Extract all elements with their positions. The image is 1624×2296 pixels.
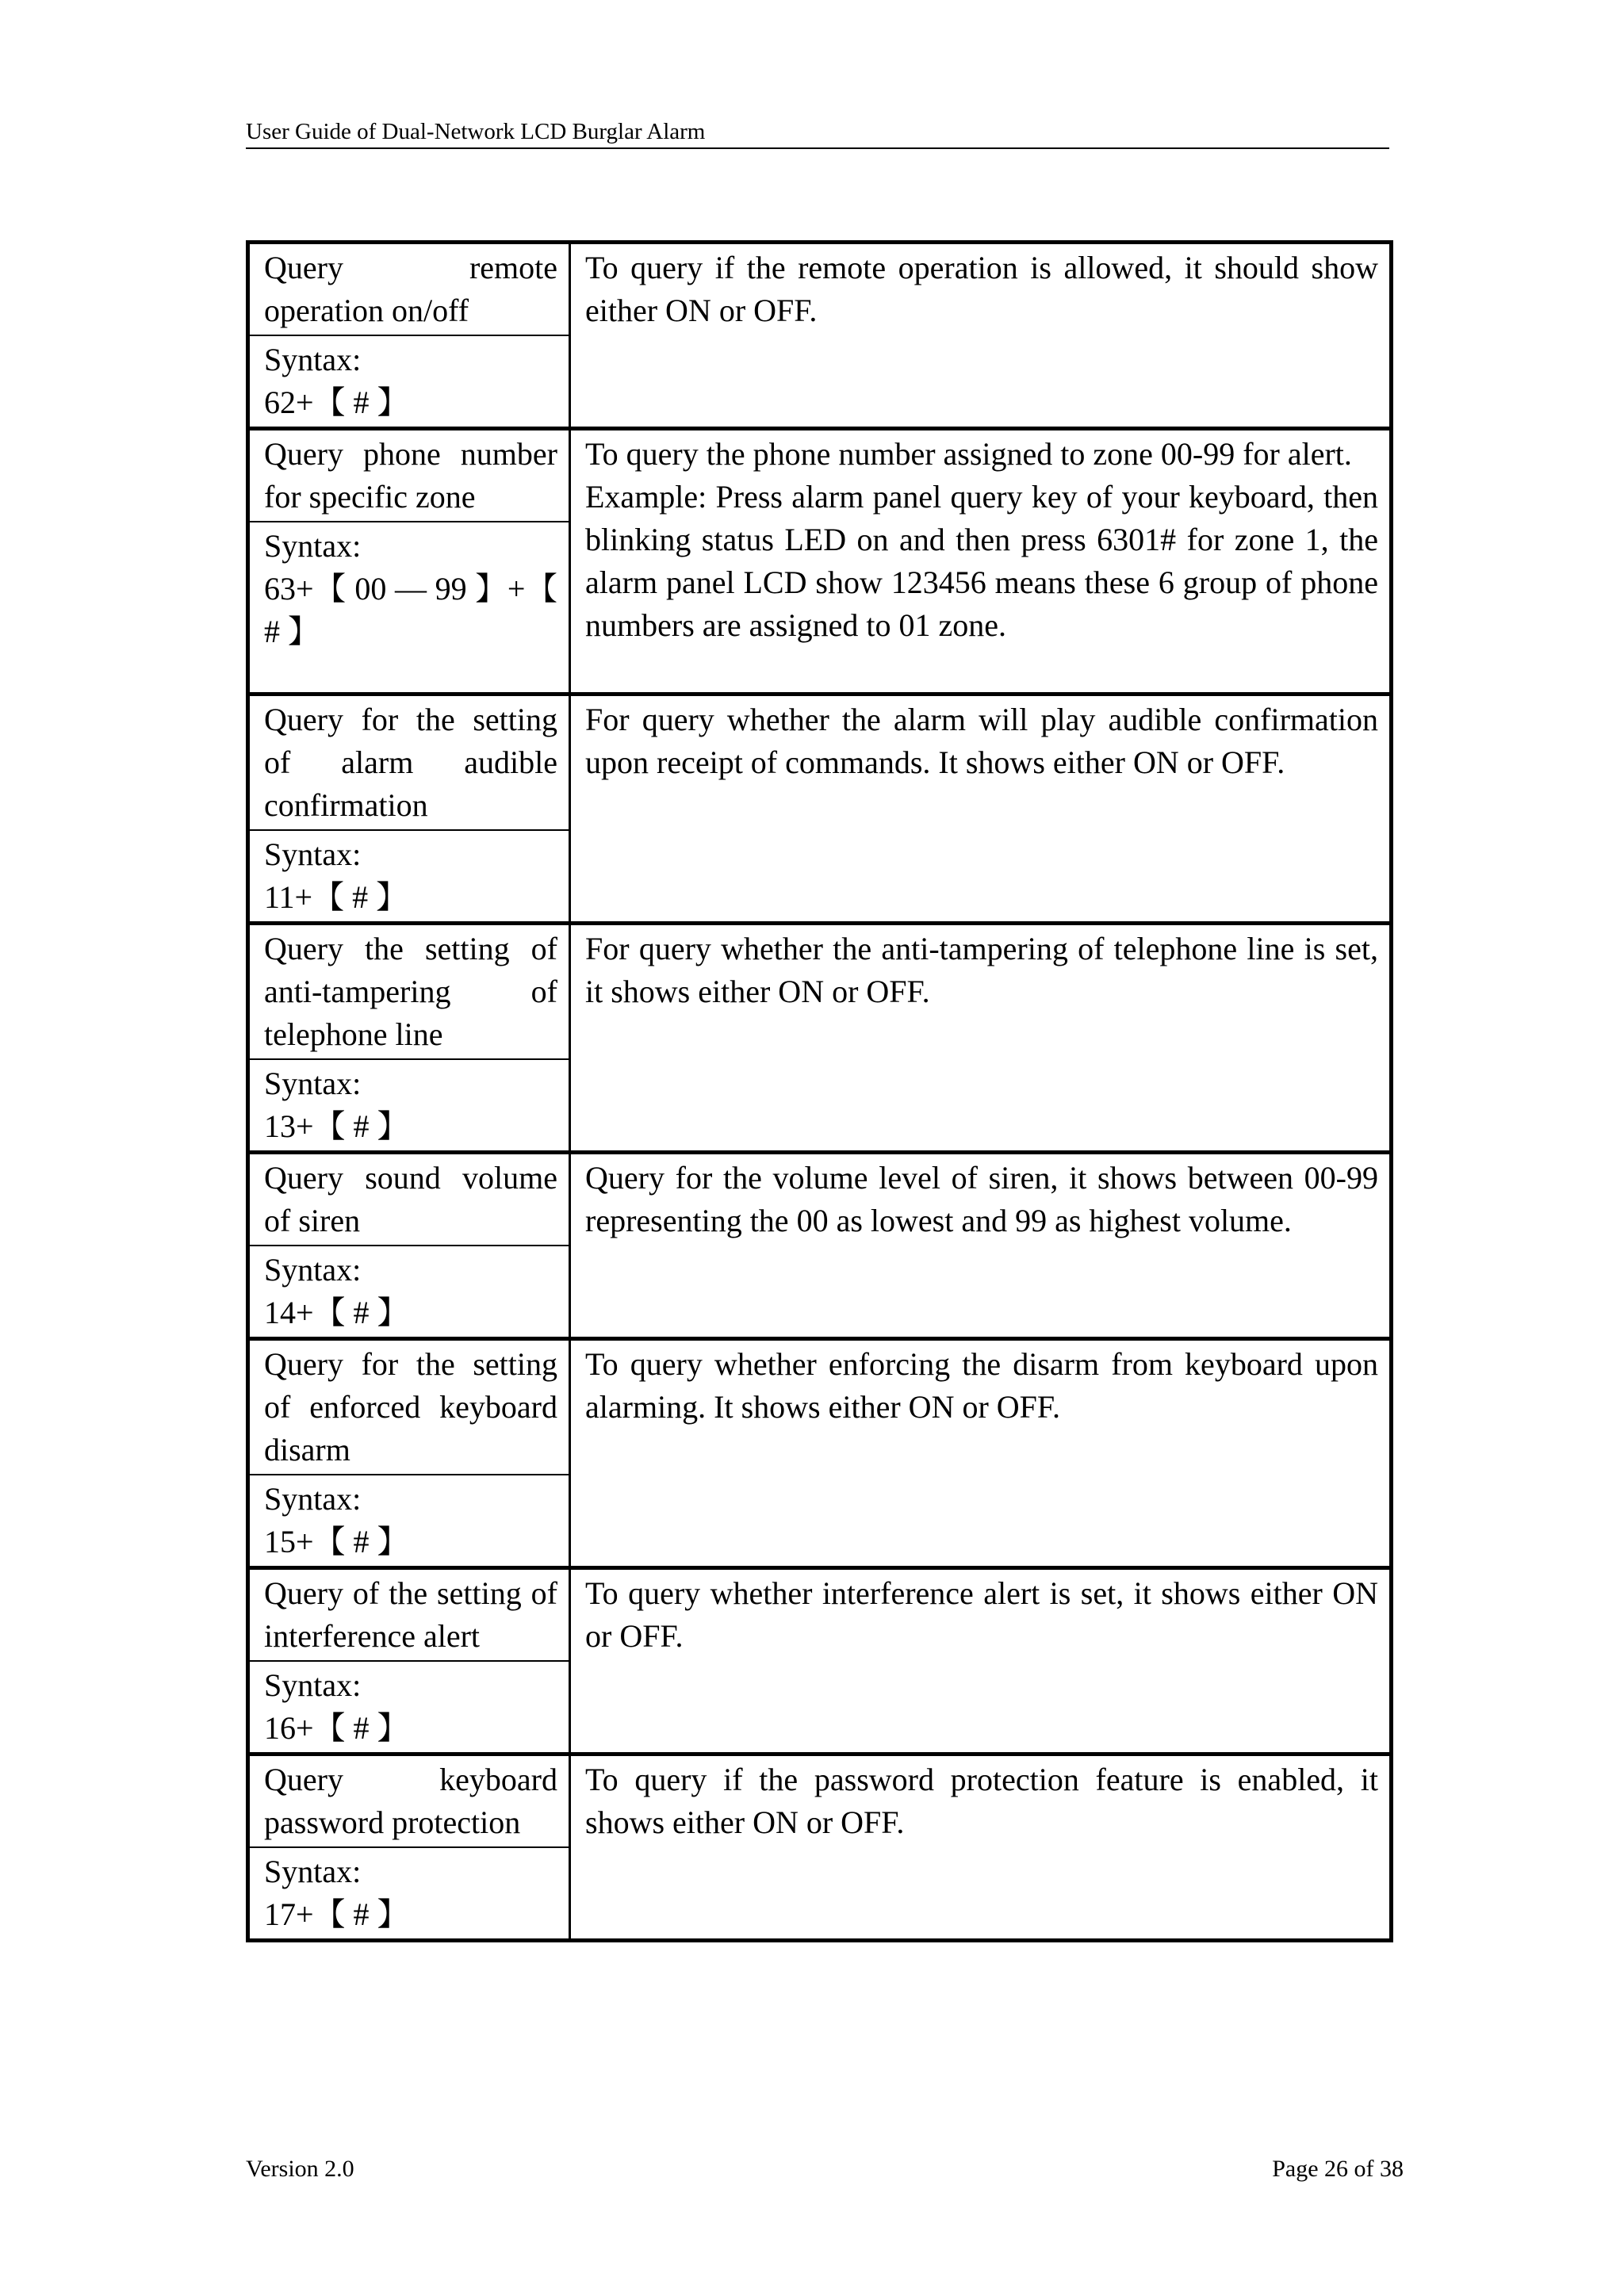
page-footer	[246, 2153, 1404, 2185]
syntax-code: 63+【 00 — 99 】+【 # 】	[264, 571, 557, 649]
command-name-cell	[248, 1567, 570, 1661]
command-description: For query whether the anti-tampering of telephone line is set, it shows either ON or OFF.	[585, 930, 1378, 1009]
table-row	[248, 1152, 1392, 1246]
command-name: Query the setting of anti-tampering of telephone line	[264, 930, 557, 1052]
command-syntax-cell	[248, 1847, 570, 1941]
syntax-code: 14+【 # 】	[264, 1294, 409, 1330]
table-row	[248, 243, 1392, 336]
command-name-cell	[248, 1152, 570, 1246]
command-name: Query sound volume of siren	[264, 1159, 557, 1238]
command-name-cell	[248, 429, 570, 522]
version-label: Version 2.0	[246, 2156, 354, 2182]
syntax-code: 13+【 # 】	[264, 1108, 409, 1144]
command-description-cell	[570, 923, 1392, 1152]
command-syntax-cell	[248, 1475, 570, 1568]
syntax-label: Syntax:	[264, 836, 362, 872]
command-description: For query whether the alarm will play audible confirmation upon receipt of commands. It shows either ON or OFF.	[585, 701, 1378, 780]
command-description-cell	[570, 1754, 1392, 1940]
page-number: Page 26 of 38	[1272, 2156, 1404, 2182]
command-syntax-cell	[248, 522, 570, 694]
command-description: To query whether interference alert is set, it shows either ON or OFF.	[585, 1575, 1378, 1654]
syntax-label: Syntax:	[264, 1480, 362, 1517]
table-row	[248, 1754, 1392, 1847]
command-description: To query whether enforcing the disarm from keyboard upon alarming. It shows either ON or OFF.	[585, 1345, 1378, 1425]
command-table	[246, 240, 1393, 1942]
page-header	[246, 116, 1389, 149]
command-name: Query for the setting of alarm audible confirmation	[264, 701, 557, 823]
command-name: Query for the setting of enforced keyboard disarm	[264, 1345, 557, 1468]
syntax-label: Syntax:	[264, 342, 362, 377]
command-name-cell	[248, 694, 570, 830]
syntax-code: 15+【 # 】	[264, 1523, 409, 1559]
command-name: Query phone number for specific zone	[264, 436, 557, 515]
syntax-label: Syntax:	[264, 1853, 362, 1889]
command-name: Query remote operation on/off	[264, 250, 557, 328]
syntax-code: 11+【 # 】	[264, 878, 408, 915]
command-name-cell	[248, 923, 570, 1059]
syntax-code: 62+【 # 】	[264, 385, 409, 420]
command-description: Query for the volume level of siren, it shows between 00-99 representing the 00 as lowest and 99 as highest volume.	[585, 1159, 1378, 1238]
document-title: User Guide of Dual-Network LCD Burglar Alarm	[246, 119, 706, 144]
command-description-cell	[570, 429, 1392, 695]
syntax-label: Syntax:	[264, 1251, 362, 1288]
command-syntax-cell	[248, 1661, 570, 1755]
command-description: To query the phone number assigned to zone 00-99 for alert.	[585, 436, 1352, 472]
table-row	[248, 923, 1392, 1059]
command-description-cell	[570, 1567, 1392, 1754]
command-name-cell	[248, 1754, 570, 1847]
table-row	[248, 1338, 1392, 1475]
command-description: To query if the password protection feature is enabled, it shows either ON or OFF.	[585, 1761, 1378, 1840]
command-description-cell	[570, 243, 1392, 429]
command-name: Query keyboard password protection	[264, 1761, 557, 1840]
syntax-code: 16+【 # 】	[264, 1709, 409, 1746]
syntax-label: Syntax:	[264, 1065, 362, 1101]
command-description-cell	[570, 694, 1392, 923]
table-row	[248, 694, 1392, 830]
command-syntax-cell	[248, 335, 570, 429]
command-description-cell	[570, 1338, 1392, 1567]
table-row	[248, 429, 1392, 522]
command-syntax-cell	[248, 1246, 570, 1339]
command-syntax-cell	[248, 830, 570, 924]
table-row	[248, 1567, 1392, 1661]
command-syntax-cell	[248, 1059, 570, 1153]
syntax-label: Syntax:	[264, 528, 362, 564]
command-name-cell	[248, 243, 570, 336]
command-name: Query of the setting of interference alert	[264, 1575, 557, 1654]
syntax-code: 17+【 # 】	[264, 1896, 409, 1932]
command-name-cell	[248, 1338, 570, 1475]
command-description: To query if the remote operation is allowed, it should show either ON or OFF.	[585, 250, 1378, 328]
command-example: Example: Press alarm panel query key of your keyboard, then blinking status LED on and then press 6301# for zone 1, the alarm panel LCD show 123456 means these 6 group of phone numbers are assigned to 01 zone.	[585, 479, 1378, 643]
syntax-label: Syntax:	[264, 1667, 362, 1703]
command-description-cell	[570, 1152, 1392, 1338]
